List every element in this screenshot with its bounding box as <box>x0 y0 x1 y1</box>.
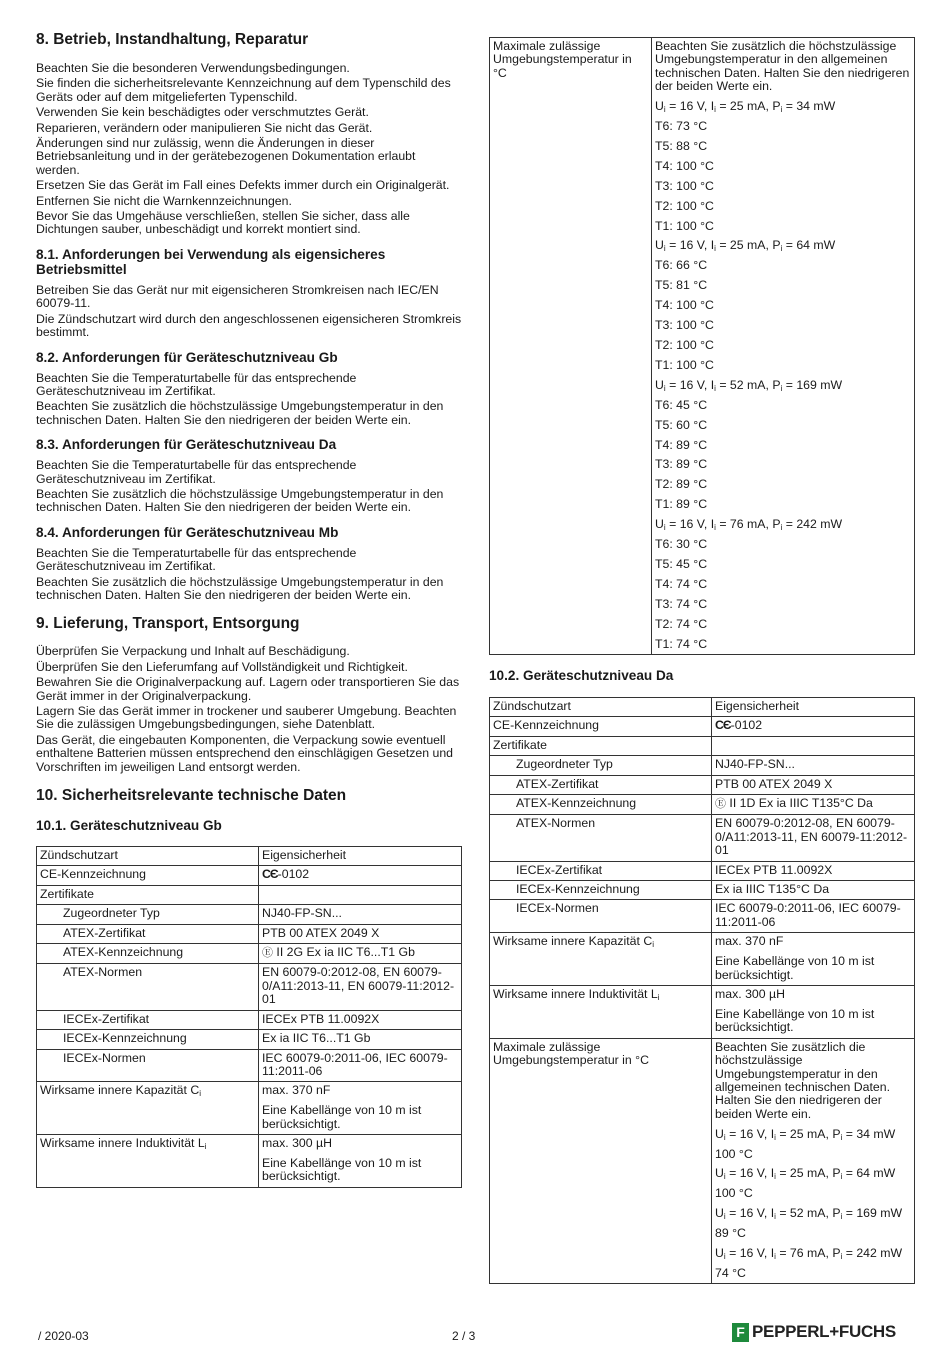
current-value: 25 mA <box>729 238 766 253</box>
table-cell: EN 60079-0:2012-08, EN 60079-0/A11:2013-11, EN 60079-11:2012-01 <box>712 815 915 861</box>
subscript: i <box>663 383 666 393</box>
subscript: i <box>714 105 716 115</box>
voltage-value: 16 V <box>679 377 704 392</box>
temperature-class-line: T5: 60 °C <box>655 417 708 432</box>
symbol-u: U <box>715 1246 724 1261</box>
subscript: i <box>840 1252 843 1262</box>
current-value: 25 mA <box>729 99 766 114</box>
right-column <box>489 37 915 1284</box>
table-row <box>490 1038 915 1284</box>
equals: = <box>715 377 730 392</box>
temperature-class-line: T2: 100 °C <box>655 338 714 352</box>
symbol-p: P <box>832 1246 841 1261</box>
table-cell <box>712 933 915 986</box>
current-value: 76 mA <box>729 517 766 532</box>
separator: , <box>703 377 711 392</box>
atex-marking-text: II 1D Ex ia IIIC T135°C Da <box>726 796 873 811</box>
table-cell: CE-Kennzeichnung <box>37 866 259 885</box>
voltage-value: 16 V <box>739 1206 764 1221</box>
paragraph: Sie finden die sicherheitsrelevante Kennzeichnung auf dem Typenschild des Geräts oder auf dem mitgelieferten Typenschild. <box>36 76 451 104</box>
symbol-i: I <box>770 1246 775 1261</box>
table-cell <box>259 866 462 885</box>
section-10-2-title: 10.2. Geräteschutzniveau Da <box>489 668 674 683</box>
symbol-u: U <box>655 377 664 392</box>
table-cell: PTB 00 ATEX 2049 X <box>712 775 915 794</box>
table-cell: IECEx-Normen <box>490 900 712 933</box>
table-cell: IEC 60079-0:2011-06, IEC 60079-11:2011-06 <box>259 1049 462 1082</box>
equals: = <box>775 1166 790 1181</box>
subscript: i <box>780 383 783 393</box>
table-row <box>37 847 462 866</box>
symbol-u: U <box>655 99 664 114</box>
subscript: i <box>663 244 666 254</box>
paragraph: Beachten Sie zusätzlich die höchstzulässige Umgebungstemperatur in den technischen Daten. Halten Sie den niedrigeren der beiden Werte ein. <box>36 399 444 427</box>
equals: = <box>782 99 797 114</box>
atex-marking-text: II 2G Ex ia IIC T6...T1 Gb <box>273 945 415 960</box>
paragraph: Änderungen sind nur zulässig, wenn die Änderungen in dieser Betriebsanleitung und in der gerätebezogenen Dokumentation erlaubt werden. <box>36 136 416 177</box>
table-cell: Ex ia IIIC T135°C Da <box>712 881 915 900</box>
table-cell: Zündschutzart <box>490 698 712 717</box>
cell-line: Eine Kabellänge von 10 m ist berücksichtigt. <box>262 1155 422 1184</box>
equals: = <box>665 377 680 392</box>
temperature-class-line: T6: 73 °C <box>655 119 708 134</box>
table-cell: ATEX-Zertifikat <box>490 775 712 794</box>
equals: = <box>715 99 730 114</box>
cell-line: Eine Kabellänge von 10 m ist berücksichtigt. <box>262 1103 422 1131</box>
paragraph: Die Zündschutzart wird durch den angeschlossenen eigensicheren Stromkreis bestimmt. <box>36 311 462 340</box>
equals: = <box>725 1206 740 1221</box>
cell-label: Wirksame innere Kapazität C <box>40 1083 200 1098</box>
subscript: i <box>663 105 666 115</box>
ce-number: -0102 <box>277 867 310 882</box>
ce-number: -0102 <box>730 718 763 733</box>
electrical-values-line <box>715 1247 911 1260</box>
table-cell <box>712 986 915 1039</box>
separator: , <box>763 1206 771 1221</box>
equals: = <box>725 1246 740 1261</box>
table-cell: Zertifikate <box>490 736 712 755</box>
paragraph: Entfernen Sie nicht die Warnkennzeichnungen. <box>36 193 292 208</box>
separator: , <box>765 517 773 532</box>
section-8-4-title: 8.4. Anforderungen für Geräteschutzniveau Mb <box>36 524 339 540</box>
paragraph: Beachten Sie zusätzlich die höchstzulässige Umgebungstemperatur in den technischen Daten. Halten Sie den niedrigeren der beiden Werte ein. <box>36 574 444 602</box>
table-row <box>490 986 915 1039</box>
table-cell: Maximale zulässige Umgebungstemperatur in °C <box>490 1038 712 1284</box>
temperature-class-line: T1: 100 °C <box>655 218 714 233</box>
power-value: 242 mW <box>856 1246 903 1261</box>
temperature-line: 100 °C <box>715 1186 753 1201</box>
power-value: 34 mW <box>796 99 836 114</box>
voltage-value: 16 V <box>679 99 704 114</box>
temperature-class-line: T2: 100 °C <box>655 198 714 213</box>
table-cell: ATEX-Zertifikat <box>37 924 259 943</box>
left-column <box>36 30 462 1188</box>
table-cell <box>712 736 915 755</box>
separator: , <box>825 1246 833 1261</box>
table-cell <box>490 933 712 986</box>
electrical-values-line <box>655 239 911 252</box>
table-cell: ATEX-Normen <box>490 815 712 861</box>
symbol-p: P <box>832 1206 841 1221</box>
separator: , <box>765 377 773 392</box>
symbol-u: U <box>655 238 664 253</box>
table-row <box>490 881 915 900</box>
table-row <box>37 1030 462 1049</box>
subscript: i <box>723 1132 726 1142</box>
symbol-i: I <box>770 1206 775 1221</box>
subscript: i <box>657 993 660 1002</box>
equals: = <box>665 238 680 253</box>
section-8-3-title: 8.3. Anforderungen für Geräteschutzniveau Da <box>36 437 337 453</box>
cell-line: max. 370 nF <box>715 934 784 949</box>
voltage-value: 16 V <box>679 517 704 532</box>
electrical-values-line <box>655 379 911 392</box>
cell-line: Eine Kabellänge von 10 m ist berücksichtigt. <box>715 954 875 982</box>
cell-line: max. 300 µH <box>262 1136 332 1151</box>
table-cell <box>712 1038 915 1284</box>
table-cell <box>712 717 915 736</box>
subscript: i <box>714 523 716 533</box>
electrical-values-line <box>655 518 911 531</box>
table-cell: CE-Kennzeichnung <box>490 717 712 736</box>
table-row <box>490 38 915 655</box>
temperature-class-line: T5: 81 °C <box>655 278 708 293</box>
equals: = <box>842 1206 857 1221</box>
current-value: 52 mA <box>789 1206 826 1221</box>
temperature-class-line: T1: 89 °C <box>655 497 708 512</box>
paragraph: Lagern Sie das Gerät immer in trockener und sauberer Umgebung. Beachten Sie die zulässigen Umgebungsbedingungen, siehe Datenblatt. <box>36 704 457 732</box>
voltage-value: 16 V <box>739 1166 764 1181</box>
subscript: i <box>780 523 783 533</box>
subscript: i <box>774 1132 776 1142</box>
table-row <box>37 924 462 943</box>
ce-mark-icon: CЄ <box>715 718 731 733</box>
table-cell <box>712 795 915 815</box>
cell-line: Eine Kabellänge von 10 m ist berücksichtigt. <box>715 1006 875 1035</box>
table-cell: NJ40-FP-SN... <box>259 905 462 924</box>
separator: , <box>825 1166 833 1181</box>
temperature-class-line: T3: 74 °C <box>655 596 708 611</box>
table-da <box>489 697 915 1284</box>
table-cell <box>259 885 462 904</box>
current-value: 25 mA <box>789 1126 826 1141</box>
table-cell <box>490 986 712 1039</box>
electrical-values-line <box>715 1128 911 1141</box>
power-value: 64 mW <box>856 1166 896 1181</box>
paragraph: Das Gerät, die eingebauten Komponenten, die Verpackung sowie eventuell enthaltene Batterien müssen entsprechend den einschlägigen Gesetzen und Vorschriften im jeweiligen Land entsorgt werden. <box>36 732 454 774</box>
symbol-i: I <box>710 377 715 392</box>
cell-line: max. 300 µH <box>715 987 785 1001</box>
symbol-p: P <box>772 517 781 532</box>
voltage-value: 16 V <box>679 238 704 253</box>
subscript: i <box>774 1172 776 1182</box>
power-value: 34 mW <box>856 1126 896 1141</box>
table-cell: Eigensicherheit <box>712 698 915 717</box>
current-value: 52 mA <box>729 377 766 392</box>
subscript: i <box>714 244 716 254</box>
symbol-p: P <box>832 1126 841 1141</box>
table-row <box>490 736 915 755</box>
section-8-body <box>36 62 462 237</box>
symbol-i: I <box>770 1166 775 1181</box>
table-cell: IEC 60079-0:2011-06, IEC 60079-11:2011-06 <box>712 900 915 933</box>
subscript: i <box>723 1252 726 1262</box>
paragraph: Reparieren, verändern oder manipulieren Sie nicht das Gerät. <box>36 120 373 135</box>
symbol-p: P <box>772 377 781 392</box>
table-row <box>37 1135 462 1188</box>
equals: = <box>725 1126 740 1141</box>
logo-icon: F <box>732 1323 749 1342</box>
table-cell: EN 60079-0:2012-08, EN 60079-0/A11:2013-11, EN 60079-11:2012-01 <box>259 964 462 1010</box>
table-cell: Ex ia IIC T6...T1 Gb <box>259 1030 462 1049</box>
table-row <box>37 1049 462 1082</box>
equals: = <box>725 1166 740 1181</box>
temperature-class-line: T4: 74 °C <box>655 576 708 591</box>
paragraph: Betreiben Sie das Gerät nur mit eigensicheren Stromkreisen nach IEC/EN 60079-11. <box>36 282 439 311</box>
equals: = <box>715 517 730 532</box>
section-8-1-title: 8.1. Anforderungen bei Verwendung als eigensicheres Betriebsmittel <box>36 246 386 277</box>
power-value: 64 mW <box>796 238 836 253</box>
table-row <box>490 900 915 933</box>
symbol-i: I <box>710 517 715 532</box>
subscript: i <box>723 1212 726 1222</box>
temperature-line: 89 °C <box>715 1226 746 1241</box>
subscript: i <box>199 1089 202 1099</box>
subscript: i <box>723 1172 726 1182</box>
symbol-i: I <box>710 238 715 253</box>
table-cell: IECEx-Kennzeichnung <box>37 1030 259 1049</box>
page-number: 2 / 3 <box>452 1329 476 1343</box>
equals: = <box>782 377 797 392</box>
table-cell: ATEX-Normen <box>37 964 259 1010</box>
table-row <box>37 1010 462 1029</box>
table-row <box>490 933 915 986</box>
table-cell: NJ40-FP-SN... <box>712 756 915 775</box>
symbol-i: I <box>770 1126 775 1141</box>
symbol-p: P <box>772 99 781 114</box>
table-cell: IECEx-Normen <box>37 1049 259 1082</box>
separator: , <box>763 1246 771 1261</box>
table-row <box>490 698 915 717</box>
table-row <box>37 885 462 904</box>
subscript: i <box>663 523 666 533</box>
table-row <box>37 944 462 964</box>
separator: , <box>703 238 711 253</box>
paragraph: Ersetzen Sie das Gerät im Fall eines Defekts immer durch ein Originalgerät. <box>36 178 450 193</box>
table-cell: Zündschutzart <box>37 847 259 866</box>
subscript: i <box>774 1212 776 1222</box>
symbol-p: P <box>772 238 781 253</box>
temperature-class-line: T3: 100 °C <box>655 178 714 193</box>
ex-mark-icon: Ⓔ <box>262 947 273 960</box>
equals: = <box>842 1166 857 1181</box>
separator: , <box>763 1126 771 1141</box>
table-cell: IECEx PTB 11.0092X <box>259 1010 462 1029</box>
paragraph: Beachten Sie die Temperaturtabelle für das entsprechende Geräteschutzniveau im Zertifikat. <box>36 370 357 398</box>
ex-mark-icon: Ⓔ <box>715 798 726 811</box>
temperature-class-line: T6: 66 °C <box>655 258 708 273</box>
table-cell: Zugeordneter Typ <box>37 905 259 924</box>
table-cell: Maximale zulässige Umgebungstemperatur in °C <box>490 38 652 655</box>
section-10-title: 10. Sicherheitsrelevante technische Daten <box>36 787 347 805</box>
cell-line: max. 370 nF <box>262 1083 331 1098</box>
equals: = <box>842 1126 857 1141</box>
voltage-value: 16 V <box>739 1246 764 1261</box>
temperature-class-line: T1: 100 °C <box>655 357 714 372</box>
temperature-class-line: T2: 89 °C <box>655 477 708 492</box>
table-row <box>490 756 915 775</box>
table-row <box>490 717 915 736</box>
temperature-class-line: T6: 30 °C <box>655 537 708 552</box>
symbol-i: I <box>710 99 715 114</box>
logo-text: PEPPERL+FUCHS <box>752 1322 896 1341</box>
equals: = <box>665 99 680 114</box>
equals: = <box>775 1206 790 1221</box>
table-row <box>490 795 915 815</box>
table-row <box>490 861 915 880</box>
section-8-title: 8. Betrieb, Instandhaltung, Reparatur <box>36 31 309 48</box>
table-cell: IECEx PTB 11.0092X <box>712 861 915 880</box>
symbol-p: P <box>832 1166 841 1181</box>
table-row <box>37 1082 462 1135</box>
table-row <box>37 964 462 1010</box>
table-cell <box>37 1135 259 1188</box>
equals: = <box>782 517 797 532</box>
equals: = <box>775 1246 790 1261</box>
temperature-class-line: T6: 45 °C <box>655 397 708 412</box>
table-cell: Eigensicherheit <box>259 847 462 866</box>
paragraph: Verwenden Sie kein beschädigtes oder verschmutztes Gerät. <box>36 105 369 120</box>
temperature-class-line: T4: 89 °C <box>655 437 708 452</box>
table-cell: IECEx-Zertifikat <box>490 861 712 880</box>
subscript: i <box>652 940 655 950</box>
temperature-class-line: T2: 74 °C <box>655 616 708 631</box>
symbol-u: U <box>715 1126 724 1141</box>
section-8-2-title: 8.2. Anforderungen für Geräteschutzniveau Gb <box>36 349 338 365</box>
table-row <box>37 905 462 924</box>
cell-line: Beachten Sie zusätzlich die höchstzulässige Umgebungstemperatur in den allgemeinen technischen Daten. Halten Sie den niedrigeren der beiden Werte ein. <box>655 39 910 94</box>
electrical-values-line <box>715 1167 911 1180</box>
temperature-class-line: T1: 74 °C <box>655 636 708 651</box>
paragraph: Überprüfen Sie Verpackung und Inhalt auf Beschädigung. <box>36 644 350 659</box>
paragraph: Bewahren Sie die Originalverpackung auf. Lagern oder transportieren Sie das Gerät immer in der Originalverpackung. <box>36 675 460 703</box>
brand-logo <box>732 1322 896 1342</box>
subscript: i <box>714 383 716 393</box>
table-cell: IECEx-Zertifikat <box>37 1010 259 1029</box>
equals: = <box>842 1246 857 1261</box>
equals: = <box>775 1126 790 1141</box>
cell-label: Wirksame innere Kapazität C <box>493 934 653 949</box>
table-cell: PTB 00 ATEX 2049 X <box>259 924 462 943</box>
equals: = <box>715 238 730 253</box>
temperature-line: 74 °C <box>715 1266 746 1280</box>
paragraph: Bevor Sie das Umgehäuse verschließen, stellen Sie sicher, dass alle Dichtungen sauber, unbeschädigt und korrekt montiert sind. <box>36 209 410 237</box>
table-cell: Zertifikate <box>37 885 259 904</box>
table-cell <box>652 38 915 655</box>
separator: , <box>763 1166 771 1181</box>
section-10-1-title: 10.1. Geräteschutzniveau Gb <box>36 818 222 834</box>
table-gb <box>36 846 462 1188</box>
symbol-u: U <box>715 1206 724 1221</box>
power-value: 169 mW <box>796 377 843 392</box>
voltage-value: 16 V <box>739 1126 764 1141</box>
temperature-class-line: T5: 45 °C <box>655 556 708 571</box>
ce-mark-icon: CЄ <box>262 867 278 882</box>
page-footer <box>0 1322 950 1348</box>
table-row <box>490 815 915 861</box>
separator: , <box>825 1126 833 1141</box>
equals: = <box>665 517 680 532</box>
current-value: 76 mA <box>789 1246 826 1261</box>
separator: , <box>765 238 773 253</box>
subscript: i <box>840 1172 843 1182</box>
separator: , <box>825 1206 833 1221</box>
table-cell: ATEX-Kennzeichnung <box>37 944 259 964</box>
temperature-class-line: T5: 88 °C <box>655 138 708 153</box>
paragraph: Beachten Sie zusätzlich die höchstzulässige Umgebungstemperatur in den technischen Daten. Halten Sie den niedrigeren der beiden Werte ein. <box>36 486 444 515</box>
paragraph: Beachten Sie die Temperaturtabelle für das entsprechende Geräteschutzniveau im Zertifikat. <box>36 458 357 486</box>
paragraph: Beachten Sie die besonderen Verwendungsbedingungen. <box>36 61 350 75</box>
table-cell <box>259 944 462 964</box>
separator: , <box>765 99 773 114</box>
subscript: i <box>840 1132 843 1142</box>
table-row <box>37 866 462 885</box>
symbol-u: U <box>715 1166 724 1181</box>
temperature-class-line: T3: 89 °C <box>655 457 708 472</box>
footer-date: / 2020-03 <box>38 1329 89 1343</box>
subscript: i <box>840 1212 843 1222</box>
temperature-class-line: T3: 100 °C <box>655 318 714 333</box>
cell-label: Wirksame innere Induktivität L <box>493 987 658 1001</box>
separator: , <box>703 517 711 532</box>
cell-line: Beachten Sie zusätzlich die höchstzulässige Umgebungstemperatur in den allgemeinen technischen Daten. Halten Sie den niedrigeren der beiden Werte ein. <box>715 1039 891 1121</box>
electrical-values-line <box>715 1207 911 1220</box>
equals: = <box>782 238 797 253</box>
section-9-title: 9. Lieferung, Transport, Entsorgung <box>36 615 300 633</box>
paragraph: Beachten Sie die Temperaturtabelle für das entsprechende Geräteschutzniveau im Zertifikat. <box>36 545 357 574</box>
subscript: i <box>774 1252 776 1262</box>
temperature-class-line: T4: 100 °C <box>655 298 714 313</box>
table-cell <box>259 1082 462 1135</box>
temperature-class-line: T4: 100 °C <box>655 158 714 173</box>
table-row <box>490 775 915 794</box>
table-cell: Zugeordneter Typ <box>490 756 712 775</box>
subscript: i <box>780 105 783 115</box>
cell-label: Wirksame innere Induktivität L <box>40 1136 205 1151</box>
current-value: 25 mA <box>789 1166 826 1181</box>
table-cell: IECEx-Kennzeichnung <box>490 881 712 900</box>
power-value: 242 mW <box>796 517 843 532</box>
symbol-u: U <box>655 517 664 532</box>
subscript: i <box>780 244 783 254</box>
subscript: i <box>204 1142 207 1152</box>
table-cell <box>259 1135 462 1188</box>
electrical-values-line <box>655 100 911 113</box>
table-gb-temperature <box>489 37 915 655</box>
table-cell: ATEX-Kennzeichnung <box>490 795 712 815</box>
power-value: 169 mW <box>856 1206 903 1221</box>
table-cell <box>37 1082 259 1135</box>
paragraph: Überprüfen Sie den Lieferumfang auf Vollständigkeit und Richtigkeit. <box>36 659 408 674</box>
separator: , <box>703 99 711 114</box>
temperature-line: 100 °C <box>715 1146 753 1161</box>
